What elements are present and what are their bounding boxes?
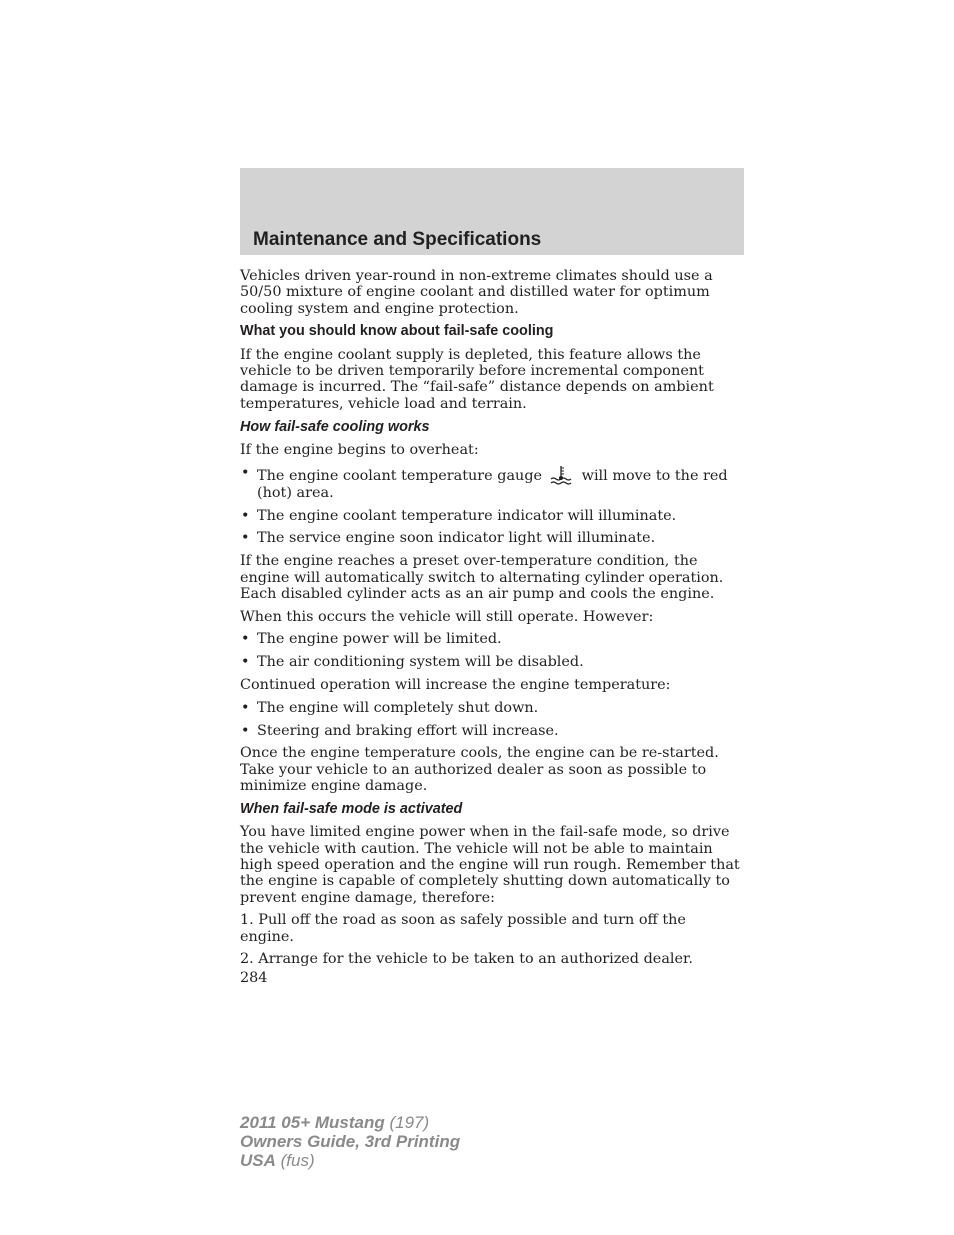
- continued-operation-paragraph: Continued operation will increase the engine temperature:: [240, 677, 671, 694]
- bullet-gauge: [240, 465, 744, 501]
- over-temperature-paragraph: If the engine reaches a preset over-temperature condition, the engine will automatically switch to alternating cylinder operation. Each disabled cylinder acts as an air pump and cools the engine.: [240, 553, 724, 602]
- footer-model-code: (197): [389, 1113, 430, 1132]
- document-footer: [240, 1113, 460, 1170]
- footer-guide: Owners Guide, 3rd Printing: [240, 1132, 461, 1151]
- heading-mode-activated: When fail-safe mode is activated: [240, 800, 463, 817]
- footer-market-code: (fus): [280, 1151, 315, 1170]
- page-number: 284: [240, 970, 268, 987]
- bullet-ac-disabled: • The air conditioning system will be disabled.: [240, 654, 744, 670]
- step-2: 2. Arrange for the vehicle to be taken to an authorized dealer.: [240, 951, 693, 968]
- heading-fail-safe-cooling: What you should know about fail-safe cooling: [240, 323, 554, 340]
- footer-line-3: [240, 1151, 460, 1170]
- footer-line-2: [240, 1132, 460, 1151]
- bullet-gauge-text-after: will move to the red (hot) area.: [257, 467, 728, 501]
- mode-activated-paragraph: You have limited engine power when in the fail-safe mode, so drive the vehicle with caution. The vehicle will not be able to maintain high speed operation and the engine will run rough. Remember that the engine is capable of completely shutting down automatically to prevent engine damage, therefore:: [240, 824, 740, 906]
- section-header-band: [240, 168, 744, 255]
- overheat-lead: If the engine begins to overheat:: [240, 442, 479, 459]
- bullet-gauge-text-before: The engine coolant temperature gauge: [257, 467, 543, 484]
- still-operate-paragraph: When this occurs the vehicle will still operate. However:: [240, 608, 654, 625]
- step-1: 1. Pull off the road as soon as safely possible and turn off the engine.: [240, 912, 686, 945]
- section-title: Maintenance and Specifications: [253, 229, 542, 250]
- bullet-power-limited: • The engine power will be limited.: [240, 631, 744, 647]
- intro-paragraph: Vehicles driven year-round in non-extreme climates should use a 50/50 mixture of engine coolant and distilled water for optimum cooling system and engine protection.: [240, 268, 713, 317]
- bullet-engine-shut-down: • The engine will completely shut down.: [240, 700, 744, 716]
- bullet-service-engine-light: • The service engine soon indicator light will illuminate.: [240, 530, 744, 546]
- footer-market: USA: [240, 1151, 276, 1170]
- heading-how-it-works: How fail-safe cooling works: [240, 418, 430, 435]
- bullet-temperature-indicator: • The engine coolant temperature indicator will illuminate.: [240, 508, 744, 524]
- page-content: [240, 268, 744, 987]
- restart-paragraph: Once the engine temperature cools, the engine can be re-started. Take your vehicle to an authorized dealer as soon as possible to minimize engine damage.: [240, 745, 719, 795]
- coolant-temperature-icon: [550, 465, 572, 485]
- bullet-steering-braking: • Steering and braking effort will increase.: [240, 723, 744, 739]
- fail-safe-description: If the engine coolant supply is depleted, this feature allows the vehicle to be driven temporarily before incremental component damage is incurred. The “fail-safe” distance depends on ambient temperatures, vehicle load and terrain.: [240, 346, 714, 412]
- footer-line-1: [240, 1113, 460, 1132]
- footer-model: 2011 05+ Mustang: [240, 1113, 385, 1132]
